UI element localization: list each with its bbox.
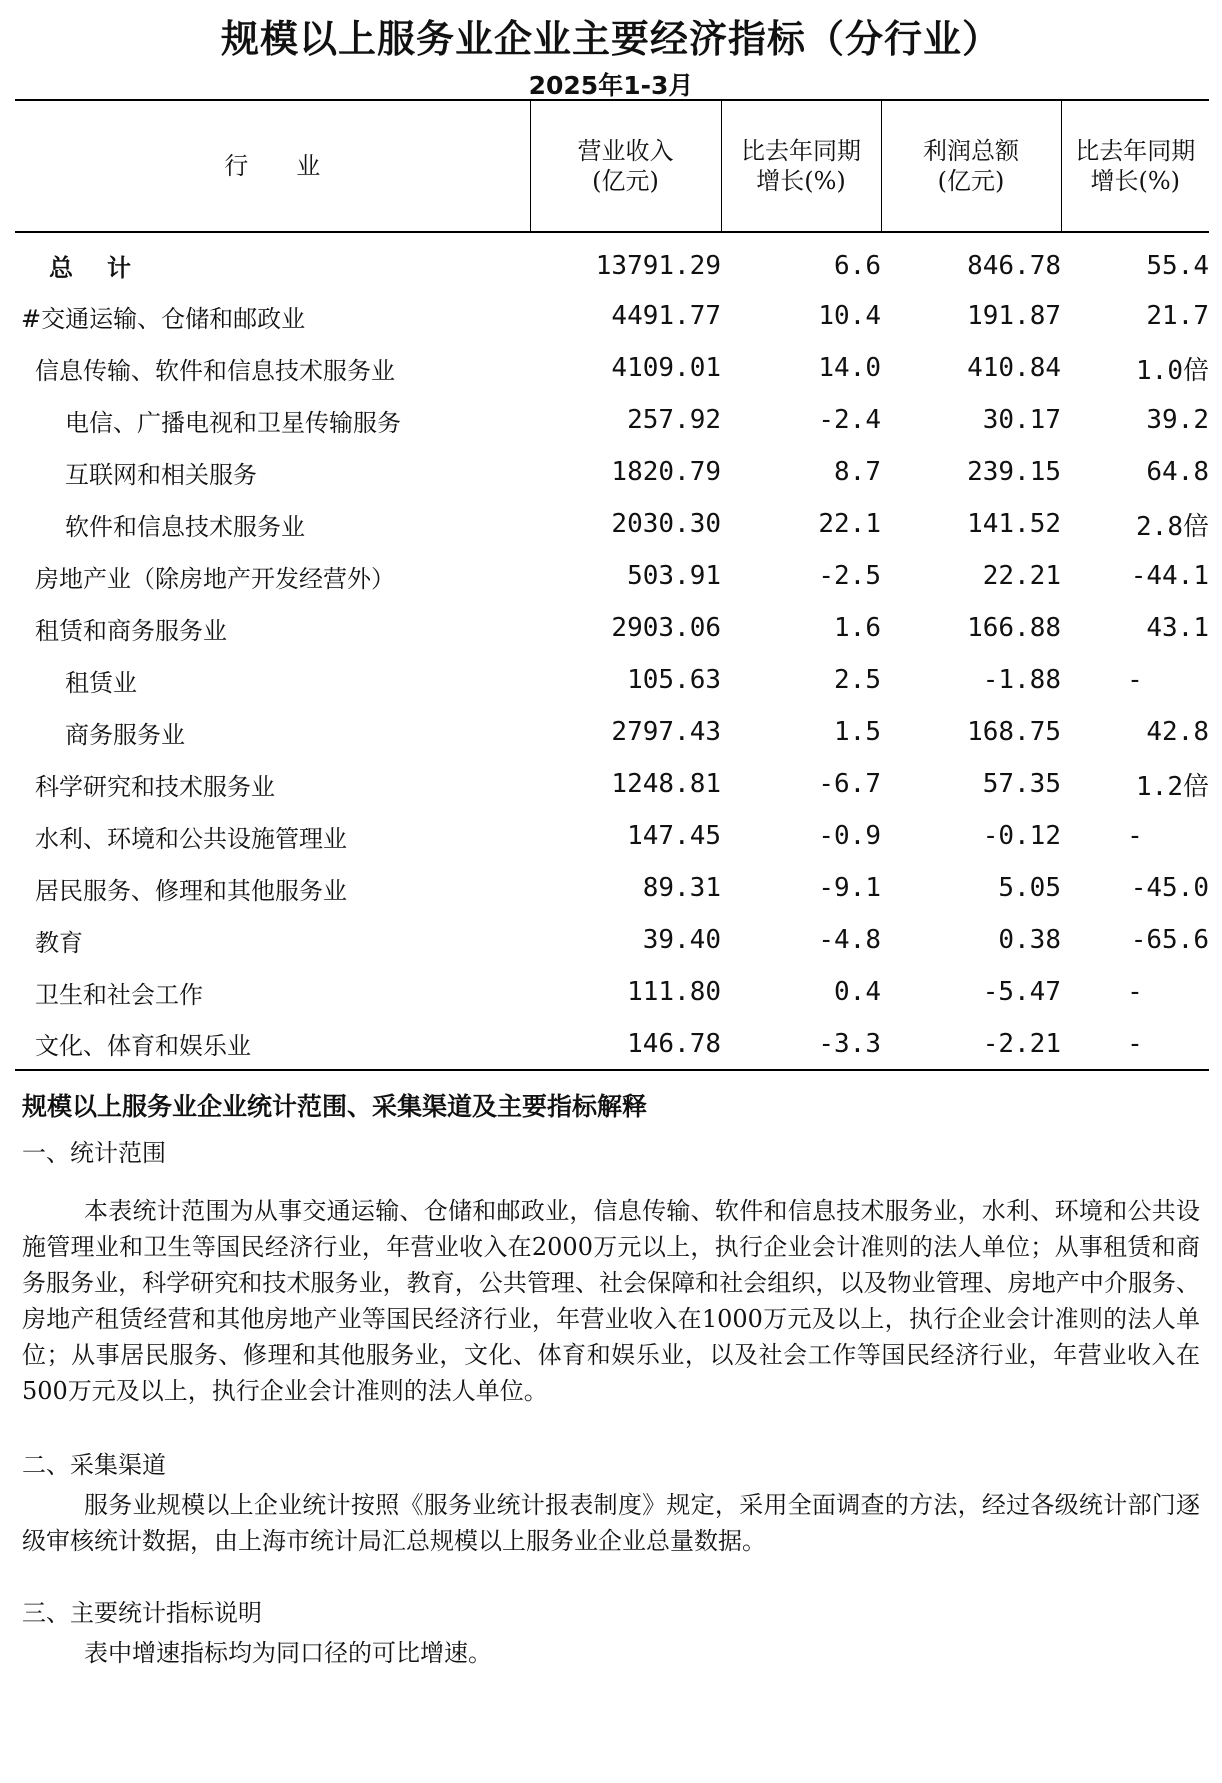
table-row (15, 394, 1209, 446)
cell-profit-growth: 39.2 (1146, 405, 1209, 435)
cell-revenue: 13791.29 (595, 250, 721, 281)
industry-name: 文化、体育和娱乐业 (15, 1018, 530, 1070)
cell-revenue: 39.40 (642, 925, 721, 955)
table-row (15, 758, 1209, 810)
cell-revenue: 111.80 (627, 977, 721, 1007)
cell-profit: 846.78 (967, 250, 1061, 281)
cell-profit: 0.38 (998, 925, 1061, 955)
notes-title: 规模以上服务业企业统计范围、采集渠道及主要指标解释 (22, 1092, 648, 1121)
industry-name: 水利、环境和公共设施管理业 (35, 824, 347, 853)
cell-revenue-growth: 1.5 (834, 717, 881, 747)
table-row (15, 966, 1209, 1018)
cell-profit-growth: 21.7 (1146, 301, 1209, 331)
cell-profit: 191.87 (967, 301, 1061, 331)
cell-profit-growth: 2.8倍 (1136, 511, 1209, 542)
cell-profit-growth: - (1127, 821, 1143, 851)
table-row (15, 550, 1209, 602)
cell-revenue: 2797.43 (611, 717, 721, 747)
scope-text: 本表统计范围为从事交通运输、仓储和邮政业，信息传输、软件和信息技术服务业，水利、环境和公共设施管理业和卫生等国民经济行业，年营业收入在2000万元以上，执行企业会计准则的法人单位；从事租赁和商务服务业，科学研究和技术服务业，教育，公共管理、社会保障和社会组织，以及物业管理、房地产中介服务、房地产租赁经营和其他房地产业等国民经济行业，年营业收入在1000万元及以上，执行企业会计准则的法人单位；从事居民服务、修理和其他服务业，文化、体育和娱乐业，以及社会工作等国民经济行业，年营业收入在500万元及以上，执行企业会计准则的法人单位。 (22, 1197, 1200, 1405)
cell-profit: -5.47 (982, 977, 1061, 1007)
industry-name: 总计 (49, 253, 165, 282)
cell-profit: 57.35 (982, 769, 1061, 799)
cell-profit-growth: -65.6 (1130, 925, 1209, 955)
channel-heading: 二、采集渠道 (22, 1451, 166, 1479)
cell-revenue-growth: -2.5 (818, 561, 881, 591)
scope-heading: 一、统计范围 (22, 1139, 166, 1167)
cell-revenue-growth: 10.4 (818, 301, 881, 331)
column-header-revenue-growth (721, 100, 881, 232)
cell-revenue: 257.92 (627, 405, 721, 435)
cell-profit: 410.84 (967, 353, 1061, 383)
industry-name: 教育 (35, 928, 83, 957)
indicators-table (15, 99, 1209, 1071)
table-header-row (15, 100, 1209, 232)
industry-name: 信息传输、软件和信息技术服务业 (35, 356, 395, 385)
cell-revenue: 4109.01 (611, 353, 721, 383)
cell-revenue: 1820.79 (611, 457, 721, 487)
cell-revenue: 146.78 (530, 1018, 721, 1070)
cell-revenue-growth: 0.4 (834, 977, 881, 1007)
cell-profit: 166.88 (967, 613, 1061, 643)
cell-profit-growth: 55.4 (1146, 250, 1209, 281)
cell-profit-growth: -45.0 (1130, 873, 1209, 903)
cell-profit: -0.12 (982, 821, 1061, 851)
table-row (15, 602, 1209, 654)
cell-profit-growth: - (1061, 1018, 1209, 1070)
table-row (15, 706, 1209, 758)
cell-revenue-growth: -4.8 (818, 925, 881, 955)
column-header-profit (881, 100, 1061, 232)
cell-profit: -2.21 (881, 1018, 1061, 1070)
cell-revenue-growth: -3.3 (721, 1018, 881, 1070)
industry-name: 科学研究和技术服务业 (35, 772, 275, 801)
cell-revenue-growth: -0.9 (818, 821, 881, 851)
industry-name: 租赁和商务服务业 (35, 616, 227, 645)
table-row (15, 1018, 1209, 1070)
cell-revenue: 4491.77 (611, 301, 721, 331)
table-row (15, 914, 1209, 966)
cell-profit: 239.15 (967, 457, 1061, 487)
cell-revenue-growth: -6.7 (818, 769, 881, 799)
table-row (15, 810, 1209, 862)
cell-revenue-growth: -2.4 (818, 405, 881, 435)
industry-name: 卫生和社会工作 (35, 980, 203, 1009)
table-row (15, 342, 1209, 394)
column-header-profit-line2: (亿元) (937, 167, 1005, 195)
table-row (15, 654, 1209, 706)
column-header-profit-growth (1061, 100, 1209, 232)
industry-name: #交通运输、仓储和邮政业 (21, 304, 306, 333)
industry-name: 居民服务、修理和其他服务业 (35, 876, 347, 905)
cell-revenue-growth: 1.6 (834, 613, 881, 643)
cell-profit-growth: 64.8 (1146, 457, 1209, 487)
cell-profit: 30.17 (982, 405, 1061, 435)
column-header-revenue-line1: 营业收入 (577, 137, 674, 165)
industry-name: 软件和信息技术服务业 (65, 512, 305, 541)
report-period: 2025年1-3月 (528, 71, 694, 100)
cell-revenue: 2903.06 (611, 613, 721, 643)
table-row (15, 446, 1209, 498)
industry-name: 电信、广播电视和卫星传输服务 (65, 408, 401, 437)
indicator-heading: 三、主要统计指标说明 (22, 1599, 262, 1627)
table-row (15, 232, 1209, 290)
column-header-revenue-growth-line1: 比去年同期 (741, 137, 861, 165)
industry-name: 房地产业（除房地产开发经营外） (35, 564, 395, 593)
table-row (15, 862, 1209, 914)
channel-text: 服务业规模以上企业统计按照《服务业统计报表制度》规定，采用全面调查的方法，经过各级统计部门逐级审核统计数据，由上海市统计局汇总规模以上服务业企业总量数据。 (22, 1491, 1200, 1555)
table-body (15, 232, 1209, 1070)
cell-profit-growth: - (1127, 977, 1143, 1007)
cell-revenue: 2030.30 (611, 509, 721, 539)
column-header-profit-line1: 利润总额 (923, 137, 1019, 165)
table-row (15, 498, 1209, 550)
cell-revenue-growth: 6.6 (834, 250, 881, 281)
cell-revenue: 503.91 (627, 561, 721, 591)
column-header-profit-growth-line2: 增长(%) (1090, 167, 1181, 195)
cell-revenue-growth: 8.7 (834, 457, 881, 487)
cell-profit-growth: 42.8 (1146, 717, 1209, 747)
indicator-text: 表中增速指标均为同口径的可比增速。 (84, 1639, 492, 1667)
cell-profit: 22.21 (982, 561, 1061, 591)
cell-profit: -1.88 (982, 665, 1061, 695)
cell-revenue-growth: -9.1 (818, 873, 881, 903)
cell-revenue-growth: 22.1 (818, 509, 881, 539)
industry-name: 商务服务业 (65, 720, 185, 749)
cell-revenue-growth: 14.0 (818, 353, 881, 383)
cell-revenue: 1248.81 (611, 769, 721, 799)
page-title: 规模以上服务业企业主要经济指标（分行业） (220, 17, 1001, 61)
cell-revenue-growth: 2.5 (834, 665, 881, 695)
column-header-industry: 行业 (15, 100, 530, 232)
cell-profit-growth: -44.1 (1130, 561, 1209, 591)
cell-profit-growth: - (1127, 665, 1143, 695)
cell-revenue: 89.31 (642, 873, 721, 903)
table-row (15, 290, 1209, 342)
column-header-revenue-line2: (亿元) (592, 167, 659, 195)
cell-profit: 5.05 (998, 873, 1061, 903)
cell-profit: 141.52 (967, 509, 1061, 539)
cell-profit-growth: 1.2倍 (1136, 771, 1209, 802)
cell-profit-growth: 1.0倍 (1136, 355, 1209, 386)
column-header-revenue (530, 100, 721, 232)
industry-name: 互联网和相关服务 (65, 460, 257, 489)
cell-profit-growth: 43.1 (1146, 613, 1209, 643)
cell-profit: 168.75 (967, 717, 1061, 747)
industry-name: 租赁业 (65, 668, 137, 697)
column-header-profit-growth-line1: 比去年同期 (1075, 137, 1196, 165)
cell-revenue: 147.45 (627, 821, 721, 851)
column-header-revenue-growth-line2: 增长(%) (756, 167, 846, 195)
cell-revenue: 105.63 (627, 665, 721, 695)
